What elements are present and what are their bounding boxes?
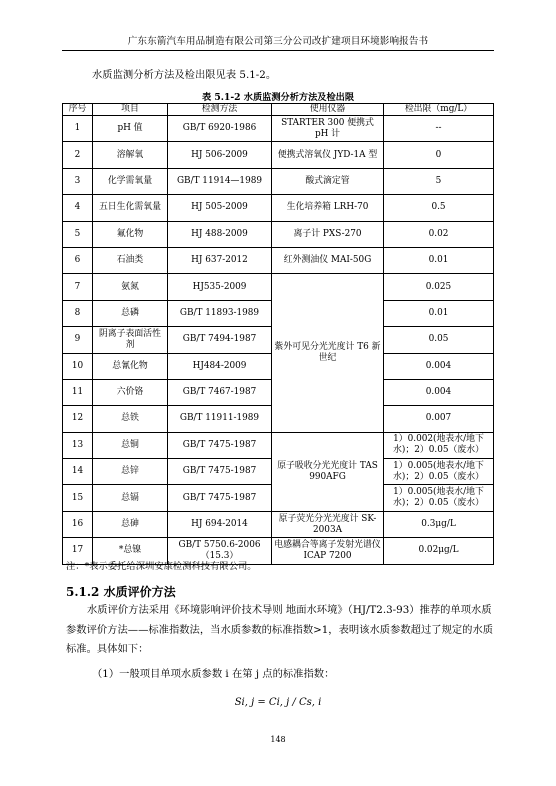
cell-item: 总镉 [93,485,168,511]
cell-no: 17 [63,538,93,564]
cell-limit: 0.3μg/L [384,511,494,537]
cell-item: *总镍 [93,538,168,564]
table-row [63,274,494,300]
cell-item: 五日生化需氧量 [93,195,168,221]
cell-method: GB/T 7475-1987 [168,432,272,458]
cell-no: 15 [63,485,93,511]
table-row [63,432,494,458]
cell-method: GB/T 7494-1987 [168,327,272,353]
table-row [63,116,494,142]
col-header-item: 项目 [93,104,168,116]
standard-index-formula: Si, j = Ci, j / Cs, i [234,697,322,708]
cell-item: 总铜 [93,432,168,458]
cell-method: HJ 505-2009 [168,195,272,221]
cell-method: GB/T 7475-1987 [168,459,272,485]
cell-item: 总磷 [93,300,168,326]
cell-no: 12 [63,406,93,432]
cell-method: GB/T 11911-1989 [168,406,272,432]
cell-no: 10 [63,353,93,379]
cell-method: HJ 488-2009 [168,221,272,247]
cell-limit: 0.02 [384,221,494,247]
cell-no: 13 [63,432,93,458]
cell-method: GB/T 11893-1989 [168,300,272,326]
cell-method: HJ484-2009 [168,353,272,379]
cell-no: 11 [63,379,93,405]
page-header: 广东东箭汽车用品制造有限公司第三分公司改扩建项目环境影响报告书 [127,36,429,47]
cell-item: 阴离子表面活性剂 [93,327,168,353]
cell-item: pH 值 [93,116,168,142]
cell-method: HJ 694-2014 [168,511,272,537]
cell-instrument: 离子计 PXS-270 [272,221,384,247]
cell-instrument: STARTER 300 便携式 pH 计 [272,116,384,142]
cell-no: 9 [63,327,93,353]
cell-limit: 0 [384,142,494,168]
intro-text: 水质监测分析方法及检出限见表 5.1-2。 [92,69,277,81]
table-caption: 表 5.1-2 水质监测分析方法及检出限 [201,92,355,103]
cell-method: GB/T 6920-1986 [168,116,272,142]
cell-instrument: 原子荧光分光光度计 SK-2003A [272,511,384,537]
cell-limit: 0.05 [384,327,494,353]
cell-method: HJ535-2009 [168,274,272,300]
cell-item: 总砷 [93,511,168,537]
cell-no: 7 [63,274,93,300]
section-number: 5.1.2 [66,585,100,599]
table-row [63,221,494,247]
cell-limit: 1）0.002(地表水/地下水)；2）0.05（废水） [384,432,494,458]
cell-no: 5 [63,221,93,247]
header-rule [62,50,494,51]
cell-no: 3 [63,168,93,194]
cell-instrument: 酸式滴定管 [272,168,384,194]
table-note: 注：*表示委托给深圳安康检测科技有限公司。 [66,561,257,572]
cell-item: 溶解氧 [93,142,168,168]
cell-item: 氟化物 [93,221,168,247]
cell-method: GB/T 7467-1987 [168,379,272,405]
cell-no: 14 [63,459,93,485]
cell-item: 总氰化物 [93,353,168,379]
cell-limit: 0.02μg/L [384,538,494,564]
cell-no: 2 [63,142,93,168]
cell-item: 总锌 [93,459,168,485]
cell-instrument: 电感耦合等离子发射光谱仪 ICAP 7200 [272,538,384,564]
cell-no: 16 [63,511,93,537]
cell-instrument-merged-uv: 紫外可见分光光度计 T6 新世纪 [272,274,384,432]
cell-item: 总铁 [93,406,168,432]
col-header-instrument: 使用仪器 [272,104,384,116]
cell-limit: 1）0.005(地表水/地下水)；2）0.05（废水） [384,459,494,485]
table-row [63,195,494,221]
cell-item: 六价铬 [93,379,168,405]
cell-limit: 0.5 [384,195,494,221]
section-heading [66,583,176,600]
cell-limit: 0.007 [384,406,494,432]
col-header-no: 序号 [63,104,93,116]
cell-no: 8 [63,300,93,326]
cell-no: 1 [63,116,93,142]
cell-item: 石油类 [93,247,168,273]
paragraph-evaluation-method: 水质评价方法采用《环境影响评价技术导则 地面水环境》（HJ/T2.3-93）推荐的单项水质参数评价方法——标准指数法，当水质参数的标准指数>1，表明该水质参数超过了规定的水质标准。具体如下： [66,604,494,655]
table-row [63,511,494,537]
col-header-limit: 检出限（mg/L） [384,104,494,116]
page-number: 148 [270,735,286,744]
cell-limit: 0.01 [384,300,494,326]
table-row [63,247,494,273]
cell-instrument: 便携式溶氧仪 JYD-1A 型 [272,142,384,168]
monitoring-methods-table [62,103,494,565]
col-header-method: 检测方法 [168,104,272,116]
table-header-row [63,104,494,116]
cell-method: GB/T 7475-1987 [168,485,272,511]
paragraph-general-item: （1）一般项目单项水质参数 i 在第 j 点的标准指数： [92,668,335,680]
cell-limit: 0.01 [384,247,494,273]
cell-instrument: 生化培养箱 LRH-70 [272,195,384,221]
cell-method: GB/T 5750.6-2006（15.3） [168,538,272,564]
cell-limit: 0.004 [384,379,494,405]
cell-no: 4 [63,195,93,221]
cell-limit: 5 [384,168,494,194]
cell-limit: 1）0.005(地表水/地下水)；2）0.05（废水） [384,485,494,511]
cell-limit: -- [384,116,494,142]
section-title: 水质评价方法 [103,585,176,599]
cell-item: 化学需氧量 [93,168,168,194]
cell-no: 6 [63,247,93,273]
cell-item: 氨氮 [93,274,168,300]
cell-method: HJ 506-2009 [168,142,272,168]
cell-method: GB/T 11914—1989 [168,168,272,194]
cell-instrument-merged-aas: 原子吸收分光光度计 TAS 990AFG [272,432,384,511]
table-row [63,142,494,168]
table-row [63,168,494,194]
cell-limit: 0.025 [384,274,494,300]
cell-instrument: 红外测油仪 MAI-50G [272,247,384,273]
cell-method: HJ 637-2012 [168,247,272,273]
cell-limit: 0.004 [384,353,494,379]
